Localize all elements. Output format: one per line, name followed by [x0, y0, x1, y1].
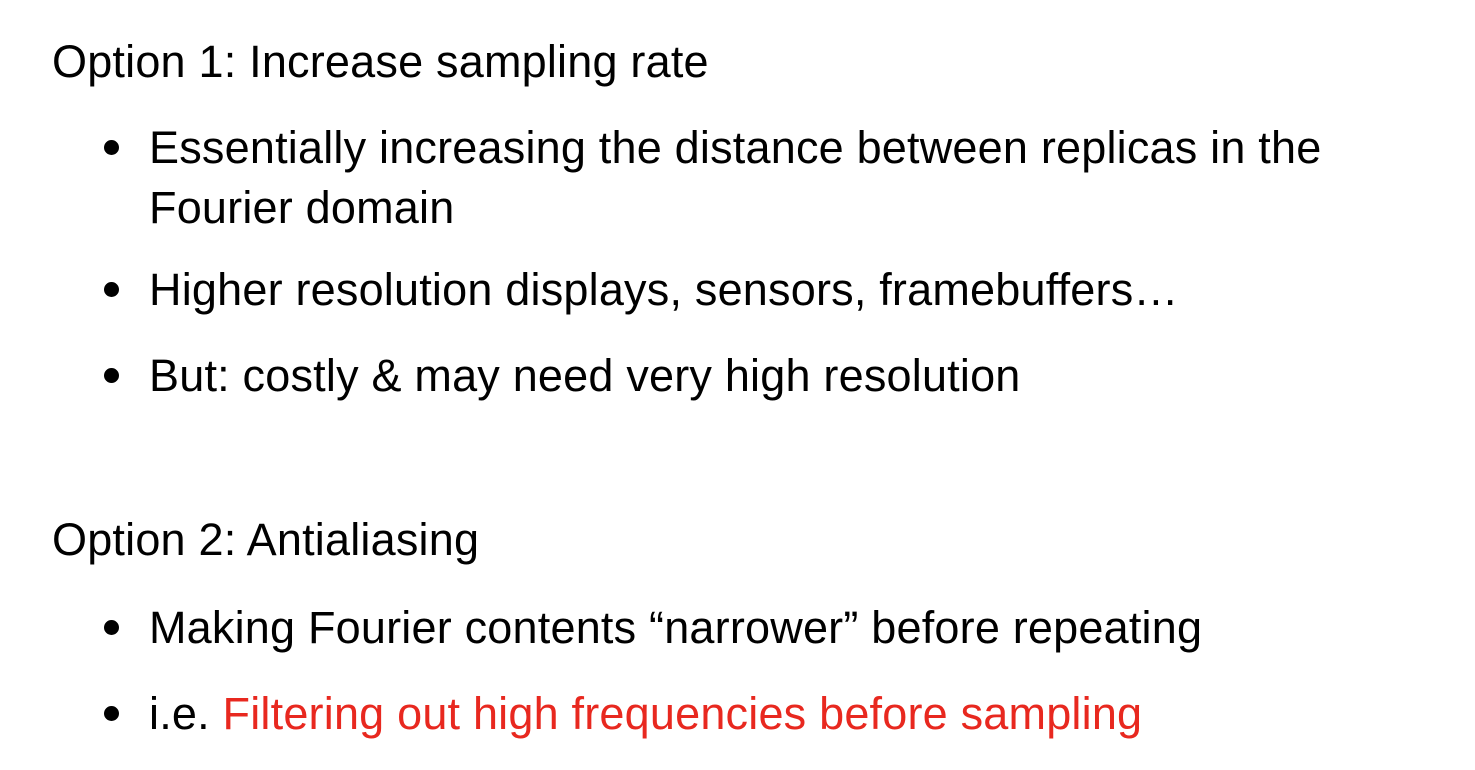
option1-bullet-3 — [104, 346, 1469, 406]
bullet-dot-icon — [104, 282, 119, 297]
option2-bullet-2-text — [149, 684, 1142, 744]
bullet-dot-icon — [104, 140, 119, 155]
option1-bullet-2 — [104, 260, 1469, 320]
bullet-dot-icon — [104, 620, 119, 635]
option2-heading: Option 2: Antialiasing — [52, 514, 480, 565]
option1-bullet-1 — [104, 118, 1469, 234]
option1-heading: Option 1: Increase sampling rate — [52, 36, 709, 87]
option2-bullet-1-text: Making Fourier contents “narrower” before repeating — [149, 602, 1203, 653]
option2-bullet-2-prefix: i.e. — [149, 688, 223, 739]
option2-bullet-1 — [104, 598, 1202, 658]
option1-bullet-list — [104, 118, 1469, 406]
option2-bullet-2-highlight: Filtering out high frequencies before sampling — [222, 688, 1143, 739]
option1-bullet-3-text: But: costly & may need very high resolution — [149, 350, 1021, 401]
option1-bullet-2-text: Higher resolution displays, sensors, framebuffers… — [149, 264, 1179, 315]
bullet-dot-icon — [104, 706, 119, 721]
bullet-dot-icon — [104, 368, 119, 383]
option1-bullet-1-text: Essentially increasing the distance between replicas in the Fourier domain — [149, 122, 1322, 233]
option2-bullet-2 — [104, 684, 1202, 744]
option2-bullet-list — [104, 598, 1202, 744]
